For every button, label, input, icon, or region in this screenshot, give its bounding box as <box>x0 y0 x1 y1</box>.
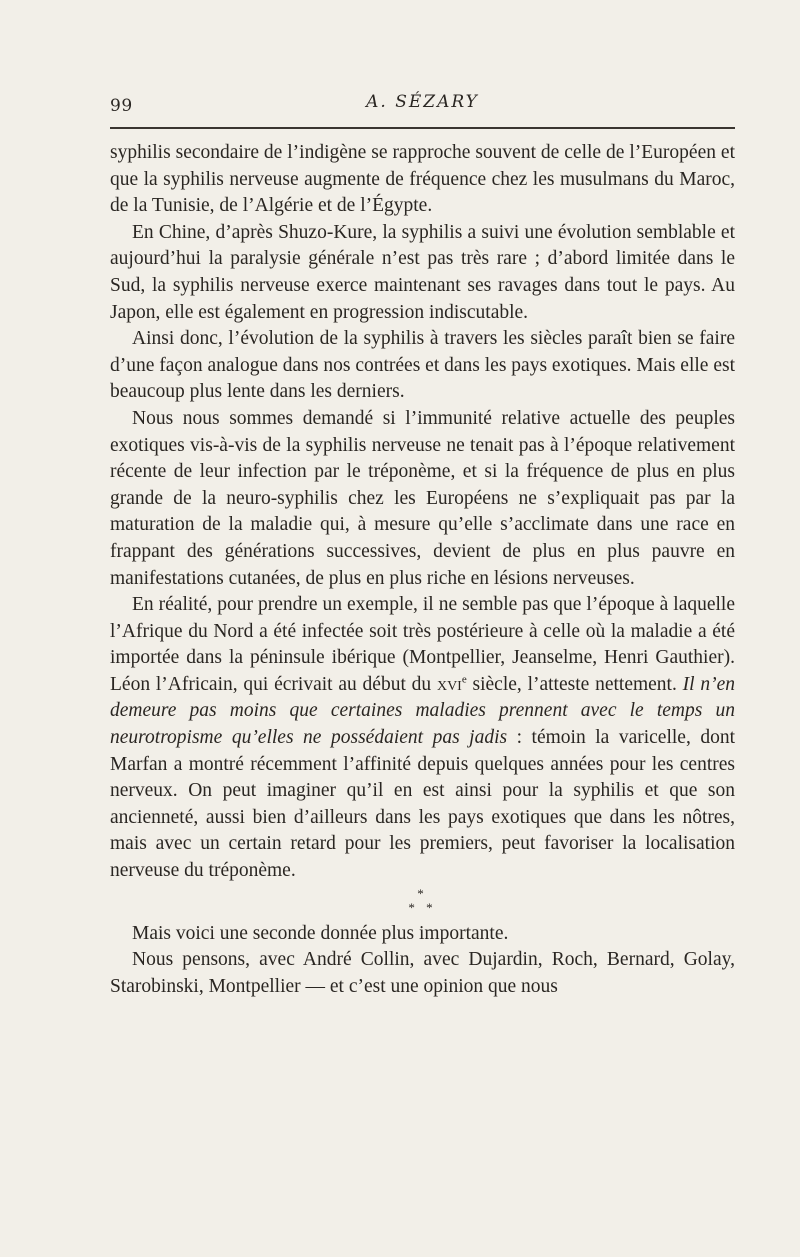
paragraph: En Chine, d’après Shuzo-Kure, la syphilis a suivi une évolution semblable et aujourd’hui la paralysie générale n’est pas très rare ; d’abord limitée dans le Sud, la syphilis nerveuse exerce maintenant ses ravages dans tout le pays. Au Japon, elle est également en progression indiscutable. <box>110 221 735 323</box>
paragraph: Nous pensons, avec André Collin, avec Dujardin, Roch, Bernard, Golay, Starobinski, Montpellier — et c’est une opinion que nous <box>110 949 735 997</box>
page-number: 99 <box>110 96 133 116</box>
paragraph: Nous nous sommes demandé si l’immunité relative actuelle des peuples exotiques vis-à-vis de la syphilis nerveuse ne tenait pas à l’époque relativement récente de leur infection par le tréponème, et si la fréquence de plus en plus grande de la neuro-syphilis chez les Européens ne s’expliquait pas par la maturation de la maladie qui, à mesure qu’elle s’acclimate dans une race en frappant des générations successives, devient de plus en plus pauvre en manifestations cutanées, de plus en plus riche en lésions nerveuses. <box>110 407 735 589</box>
header-rule <box>110 127 735 129</box>
italic-emphasis: Il n’en demeure pas moins que certaines maladies prennent avec le temps un neurotropisme qu’elles ne possédaient pas jadis <box>110 673 735 749</box>
century-numeral: xvi <box>436 673 462 695</box>
paragraph: Ainsi donc, l’évolution de la syphilis à travers les siècles paraît bien se faire d’une façon analogue dans nos contrées et dans les pays exotiques. Mais elle est beaucoup plus lente dans les derniers. <box>110 328 735 403</box>
paragraph-segment: siècle, l’atteste nettement. <box>466 673 683 695</box>
century-superscript: e <box>461 673 467 686</box>
asterism-bottom: * * <box>408 899 437 915</box>
paragraph <box>110 592 735 885</box>
paragraph: syphilis secondaire de l’indigène se rapproche souvent de celle de l’Européen et que la syphilis nerveuse augmente de fréquence chez les musulmans du Maroc, de la Tunisie, de l’Algérie et de l’Égypte. <box>110 142 735 217</box>
body-text <box>110 140 735 1000</box>
running-head: A. SÉZARY <box>366 92 479 112</box>
page-header <box>110 92 735 120</box>
paragraph-segment: : témoin la varicelle, dont Marfan a montré récemment l’affinité depuis quelques années pour les centres nerveux. On peut imaginer qu’il en est ainsi pour la syphilis et que son ancienneté, aussi bien d’ailleurs dans les pays exotiques que dans les nôtres, mais avec un certain retard pour les premiers, peut favoriser la localisation nerveuse du tréponème. <box>110 727 736 882</box>
paragraph: Mais voici une seconde donnée plus importante. <box>132 922 509 944</box>
asterism-separator <box>110 887 735 915</box>
asterism-top: * <box>417 885 428 901</box>
paragraph-segment: En réalité, pour prendre un exemple, il ne semble pas que l’époque à laquelle l’Afrique du Nord a été infectée soit très postérieure à celle où la maladie a été importée dans la péninsule ibérique (Montpellier, Jeanselme, Henri Gauthier). Léon l’Africain, qui écrivait au début du <box>110 594 735 695</box>
